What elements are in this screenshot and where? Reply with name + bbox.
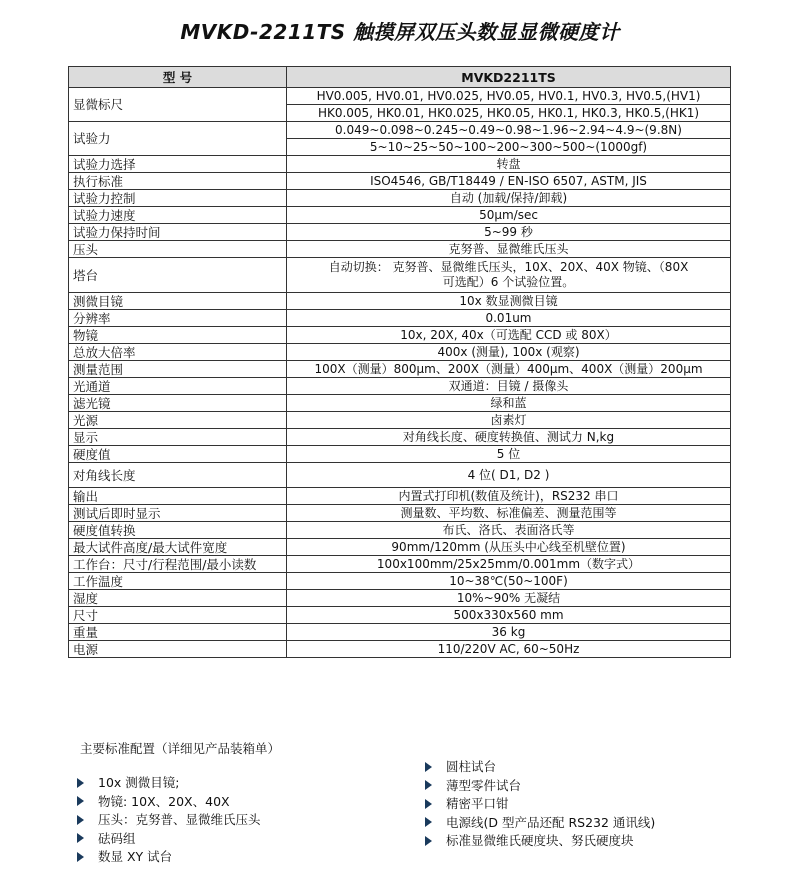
- table-row: [69, 395, 731, 412]
- table-row: [69, 241, 731, 258]
- row-label: 试验力控制: [69, 190, 287, 207]
- row-label: 试验力选择: [69, 156, 287, 173]
- row-value: 36 kg: [287, 624, 731, 641]
- row-label: 电源: [69, 641, 287, 658]
- table-row: [69, 412, 731, 429]
- list-item-text: 薄型零件试台: [446, 777, 522, 793]
- table-row: [69, 539, 731, 556]
- triangle-bullet-icon: [77, 815, 84, 825]
- row-value: 内置式打印机(数值及统计)，RS232 串口: [287, 488, 731, 505]
- list-item-text: 10x 测微目镜;: [98, 775, 180, 790]
- list-item: [425, 814, 655, 833]
- row-value: 5 位: [287, 446, 731, 463]
- row-label: 对角线长度: [69, 463, 287, 488]
- row-value: 绿和蓝: [287, 395, 731, 412]
- row-value: 400x (测量), 100x (观察): [287, 344, 731, 361]
- header-label: 型 号: [69, 67, 287, 88]
- table-row: [69, 556, 731, 573]
- list-item: [77, 830, 261, 849]
- table-row: [69, 463, 731, 488]
- list-item: [77, 793, 261, 812]
- table-row: [69, 122, 731, 139]
- row-label: 试验力保持时间: [69, 224, 287, 241]
- table-row: [69, 173, 731, 190]
- row-value: ISO4546, GB/T18449 / EN-ISO 6507, ASTM, JIS: [287, 173, 731, 190]
- list-item-text: 精密平口钳: [446, 796, 509, 812]
- triangle-bullet-icon: [425, 762, 432, 772]
- row-label: 工作台：尺寸/行程范围/最小读数: [69, 556, 287, 573]
- table-row: [69, 607, 731, 624]
- list-item-text: 物镜: 10X、20X、40X: [98, 793, 230, 809]
- table-row: [69, 344, 731, 361]
- row-value: 双通道：目镜 / 摄像头: [287, 378, 731, 395]
- row-label: 试验力速度: [69, 207, 287, 224]
- table-row: [69, 293, 731, 310]
- table-row: [69, 641, 731, 658]
- table-row: [69, 590, 731, 607]
- table-row: [69, 207, 731, 224]
- row-value: 100x100mm/25x25mm/0.001mm（数字式）: [287, 556, 731, 573]
- row-label: 工作温度: [69, 573, 287, 590]
- row-value: 测量数、平均数、标准偏差、测量范围等: [287, 505, 731, 522]
- table-row: [69, 156, 731, 173]
- triangle-bullet-icon: [77, 778, 84, 788]
- list-item-text: 标准显微维氏硬度块、努氏硬度块: [446, 833, 634, 849]
- row-value: 转盘: [287, 156, 731, 173]
- table-row: [69, 190, 731, 207]
- row-label: 执行标准: [69, 173, 287, 190]
- list-item: [425, 832, 655, 851]
- table-row: [69, 361, 731, 378]
- list-item: [425, 758, 655, 777]
- row-value: 10x, 20X, 40x（可选配 CCD 或 80X）: [287, 327, 731, 344]
- row-label: 滤光镜: [69, 395, 287, 412]
- row-value: 10~38℃(50~100F): [287, 573, 731, 590]
- row-value: 卤素灯: [287, 412, 731, 429]
- row-label: 尺寸: [69, 607, 287, 624]
- row-label: 光源: [69, 412, 287, 429]
- table-row: [69, 505, 731, 522]
- row-label: 硬度值转换: [69, 522, 287, 539]
- row-value: 100X（测量）800μm、200X（测量）400μm、400X（测量）200μm: [287, 361, 731, 378]
- list-item: [77, 774, 261, 793]
- row-label: 压头: [69, 241, 287, 258]
- triangle-bullet-icon: [77, 852, 84, 862]
- row-value: HK0.005, HK0.01, HK0.025, HK0.05, HK0.1, HK0.3, HK0.5,(HK1): [287, 105, 731, 122]
- row-value: 10x 数显测微目镜: [287, 293, 731, 310]
- row-label: 总放大倍率: [69, 344, 287, 361]
- row-label: 分辨率: [69, 310, 287, 327]
- config-title: 主要标准配置（详细见产品装箱单）: [80, 741, 281, 756]
- row-label: 输出: [69, 488, 287, 505]
- list-item: [77, 811, 261, 830]
- triangle-bullet-icon: [425, 799, 432, 809]
- row-value: 0.049~0.098~0.245~0.49~0.98~1.96~2.94~4.9~(9.8N): [287, 122, 731, 139]
- list-item-text: 圆柱试台: [446, 759, 497, 774]
- list-item-text: 数显 XY 试台: [98, 849, 173, 865]
- list-item: [77, 848, 261, 867]
- page-title: MVKD-2211TS 触摸屏双压头数显显微硬度计: [180, 20, 620, 44]
- table-row: [69, 429, 731, 446]
- row-value: 5~99 秒: [287, 224, 731, 241]
- config-list-right: [425, 758, 655, 851]
- list-item-text: 电源线(D 型产品还配 RS232 通讯线): [446, 814, 656, 830]
- table-row: [69, 310, 731, 327]
- row-value: 110/220V AC, 60~50Hz: [287, 641, 731, 658]
- list-item: [425, 795, 655, 814]
- table-row: [69, 624, 731, 641]
- row-value: 克努普、显微维氏压头: [287, 241, 731, 258]
- table-row: [69, 522, 731, 539]
- row-value: HV0.005, HV0.01, HV0.025, HV0.05, HV0.1, HV0.3, HV0.5,(HV1): [287, 88, 731, 105]
- row-value: 500x330x560 mm: [287, 607, 731, 624]
- list-item-text: 砝码组: [98, 830, 136, 846]
- config-list-left: [77, 774, 261, 867]
- table-row: [69, 327, 731, 344]
- triangle-bullet-icon: [77, 796, 84, 806]
- table-header-row: [69, 67, 731, 88]
- header-value: MVKD2211TS: [287, 67, 731, 88]
- table-row: [69, 378, 731, 395]
- row-label: 测试后即时显示: [69, 505, 287, 522]
- row-label: 硬度值: [69, 446, 287, 463]
- row-value: 10%~90% 无凝结: [287, 590, 731, 607]
- triangle-bullet-icon: [425, 780, 432, 790]
- list-item-text: 压头：克努普、显微维氏压头: [98, 812, 261, 828]
- row-value: 对角线长度、硬度转换值、测试力 N,kg: [287, 429, 731, 446]
- triangle-bullet-icon: [425, 817, 432, 827]
- spec-table: [68, 66, 731, 658]
- table-row: [69, 488, 731, 505]
- row-value: 50μm/sec: [287, 207, 731, 224]
- turret-line-1: 自动切换： 克努普、显微维氏压头，10X、20X、40X 物镜、（80X: [328, 260, 689, 274]
- list-item: [425, 777, 655, 796]
- row-label: 光通道: [69, 378, 287, 395]
- row-value: 布氏、洛氏、表面洛氏等: [287, 522, 731, 539]
- row-label: 显微标尺: [69, 88, 287, 122]
- table-row: [69, 224, 731, 241]
- row-value: 0.01um: [287, 310, 731, 327]
- table-row: [69, 258, 731, 293]
- row-label: 测量范围: [69, 361, 287, 378]
- row-value: 5~10~25~50~100~200~300~500~(1000gf): [287, 139, 731, 156]
- row-value: 自动 (加载/保持/卸载): [287, 190, 731, 207]
- table-row: [69, 88, 731, 105]
- row-value: 90mm/120mm (从压头中心线至机壁位置): [287, 539, 731, 556]
- row-label: 重量: [69, 624, 287, 641]
- table-row: [69, 573, 731, 590]
- turret-line-2: 可选配）6 个试验位置。: [442, 275, 575, 289]
- row-label: 最大试件高度/最大试件宽度: [69, 539, 287, 556]
- row-label: 测微目镜: [69, 293, 287, 310]
- table-row: [69, 446, 731, 463]
- row-label: 湿度: [69, 590, 287, 607]
- row-value: [287, 258, 731, 293]
- triangle-bullet-icon: [77, 833, 84, 843]
- row-value: 4 位( D1, D2 ): [287, 463, 731, 488]
- row-label: 物镜: [69, 327, 287, 344]
- row-label: 试验力: [69, 122, 287, 156]
- triangle-bullet-icon: [425, 836, 432, 846]
- row-label: 显示: [69, 429, 287, 446]
- row-label: 塔台: [69, 258, 287, 293]
